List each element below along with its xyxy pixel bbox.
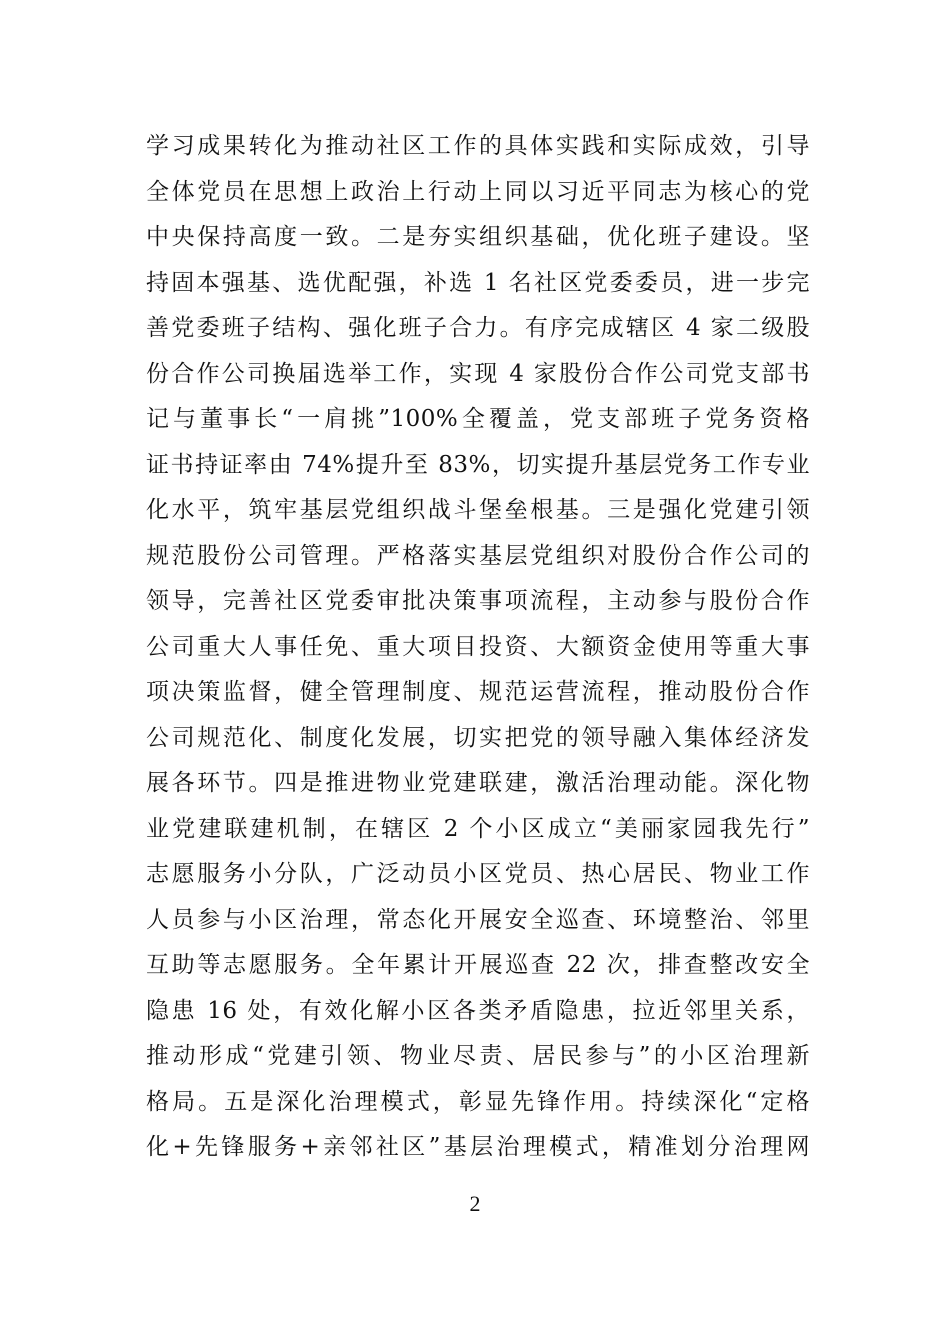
text-line: 业党建联建机制，在辖区 2 个小区成立“美丽家园我先行” xyxy=(146,815,810,842)
text-line: 推动形成“党建引领、物业尽责、居民参与”的小区治理新 xyxy=(146,1043,810,1069)
text-line: 项决策监督，健全管理制度、规范运营流程，推动股份合作 xyxy=(146,679,810,705)
text-line: 证书持证率由 74%提升至 83%，切实提升基层党务工作专业 xyxy=(146,451,810,478)
text-line: 化水平，筑牢基层党组织战斗堡垒根基。三是强化党建引领 xyxy=(146,497,810,523)
text-line: 善党委班子结构、强化班子合力。有序完成辖区 4 家二级股 xyxy=(146,315,810,341)
text-line: 化+先锋服务+亲邻社区”基层治理模式，精准划分治理网 xyxy=(146,1134,810,1160)
text-line: 公司规范化、制度化发展，切实把党的领导融入集体经济发 xyxy=(146,724,810,751)
body-text xyxy=(146,124,810,1171)
text-line: 隐患 16 处，有效化解小区各类矛盾隐患，拉近邻里关系， xyxy=(146,997,810,1024)
text-line: 全体党员在思想上政治上行动上同以习近平同志为核心的党 xyxy=(146,178,810,205)
text-line: 份合作公司换届选举工作，实现 4 家股份合作公司党支部书 xyxy=(146,360,810,387)
text-line: 展各环节。四是推进物业党建联建，激活治理动能。深化物 xyxy=(146,770,810,796)
text-line: 志愿服务小分队，广泛动员小区党员、热心居民、物业工作 xyxy=(146,861,810,887)
text-line: 学习成果转化为推动社区工作的具体实践和实际成效，引导 xyxy=(146,133,810,159)
text-line: 领导，完善社区党委审批决策事项流程，主动参与股份合作 xyxy=(146,588,810,614)
text-line: 互助等志愿服务。全年累计开展巡查 22 次，排查整改安全 xyxy=(146,952,810,978)
text-line: 格局。五是深化治理模式，彰显先锋作用。持续深化“定格 xyxy=(146,1088,810,1115)
text-line: 持固本强基、选优配强，补选 1 名社区党委委员，进一步完 xyxy=(146,269,810,296)
text-line: 中央保持高度一致。二是夯实组织基础，优化班子建设。坚 xyxy=(146,224,810,250)
text-line: 公司重大人事任免、重大项目投资、大额资金使用等重大事 xyxy=(146,633,810,660)
text-line: 人员参与小区治理，常态化开展安全巡查、环境整治、邻里 xyxy=(146,906,810,933)
text-line: 规范股份公司管理。严格落实基层党组织对股份合作公司的 xyxy=(146,542,810,569)
text-line: 记与董事长“一肩挑”100%全覆盖，党支部班子党务资格 xyxy=(146,406,810,432)
page-number: 2 xyxy=(469,1191,481,1216)
